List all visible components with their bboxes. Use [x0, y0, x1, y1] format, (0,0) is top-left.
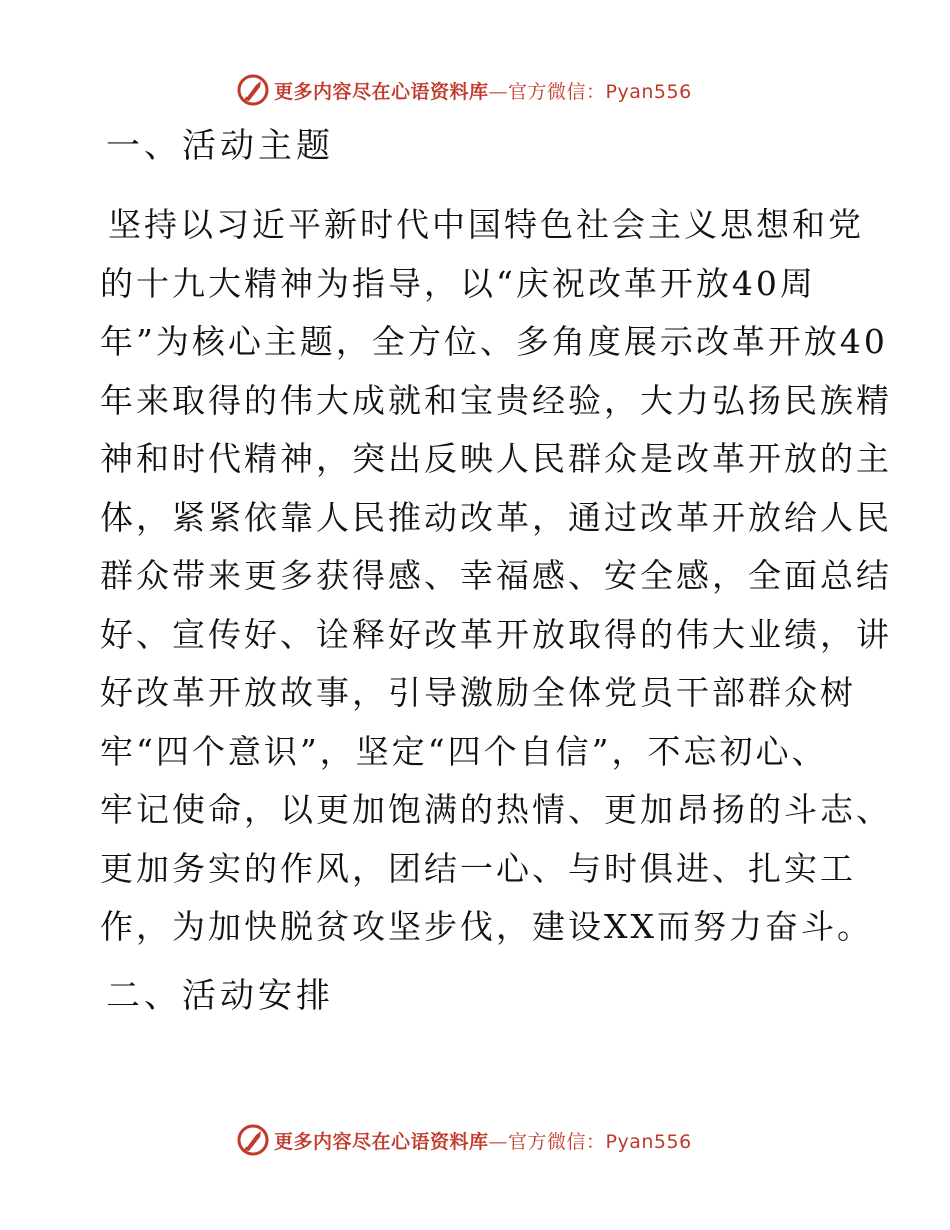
paragraph-line: 年来取得的伟大成就和宝贵经验，大力弘扬民族精 — [100, 380, 892, 420]
paragraph-line: 作，为加快脱贫攻坚步伐，建设XX而努力奋斗。 — [100, 907, 873, 946]
paragraph-line: 好改革开放故事，引导激励全体党员干部群众树 — [100, 673, 856, 712]
watermark-text — [274, 77, 692, 104]
pen-logo-icon — [236, 1123, 270, 1157]
section-heading-theme: 一、活动主题 — [106, 126, 334, 166]
paragraph-line: 的十九大精神为指导，以“庆祝改革开放40周 — [100, 263, 816, 303]
footer-watermark — [236, 1122, 692, 1158]
watermark-dash: — — [488, 1130, 509, 1153]
paragraph-line: 神和时代精神，突出反映人民群众是改革开放的主 — [100, 439, 892, 478]
watermark-brand: 更多内容尽在心语资料库 — [274, 80, 489, 103]
paragraph-line: 好、宣传好、诠释好改革开放取得的伟大业绩，讲 — [100, 614, 892, 654]
paragraph-line: 坚持以习近平新时代中国特色社会主义思想和党 — [108, 205, 864, 244]
section-heading-arrangement: 二、活动安排 — [106, 976, 334, 1016]
watermark-wechat: 官方微信：Pyan556 — [508, 1130, 692, 1153]
watermark-wechat: 官方微信：Pyan556 — [508, 80, 692, 103]
paragraph-line: 牢记使命，以更加饱满的热情、更加昂扬的斗志、 — [100, 790, 892, 829]
header-watermark — [236, 72, 692, 108]
watermark-dash: — — [488, 80, 509, 103]
watermark-brand: 更多内容尽在心语资料库 — [274, 1130, 489, 1153]
paragraph-line: 牢“四个意识”，坚定“四个自信”，不忘初心、 — [100, 731, 828, 771]
paragraph-line: 体，紧紧依靠人民推动改革，通过改革开放给人民 — [100, 497, 892, 537]
theme-paragraph — [100, 196, 892, 957]
paragraph-line: 年”为核心主题，全方位、多角度展示改革开放40 — [100, 322, 888, 361]
watermark-text — [274, 1127, 692, 1154]
paragraph-line: 更加务实的作风，团结一心、与时俱进、扎实工 — [100, 848, 856, 888]
pen-logo-icon — [236, 73, 270, 107]
paragraph-line: 群众带来更多获得感、幸福感、安全感，全面总结 — [100, 556, 892, 595]
